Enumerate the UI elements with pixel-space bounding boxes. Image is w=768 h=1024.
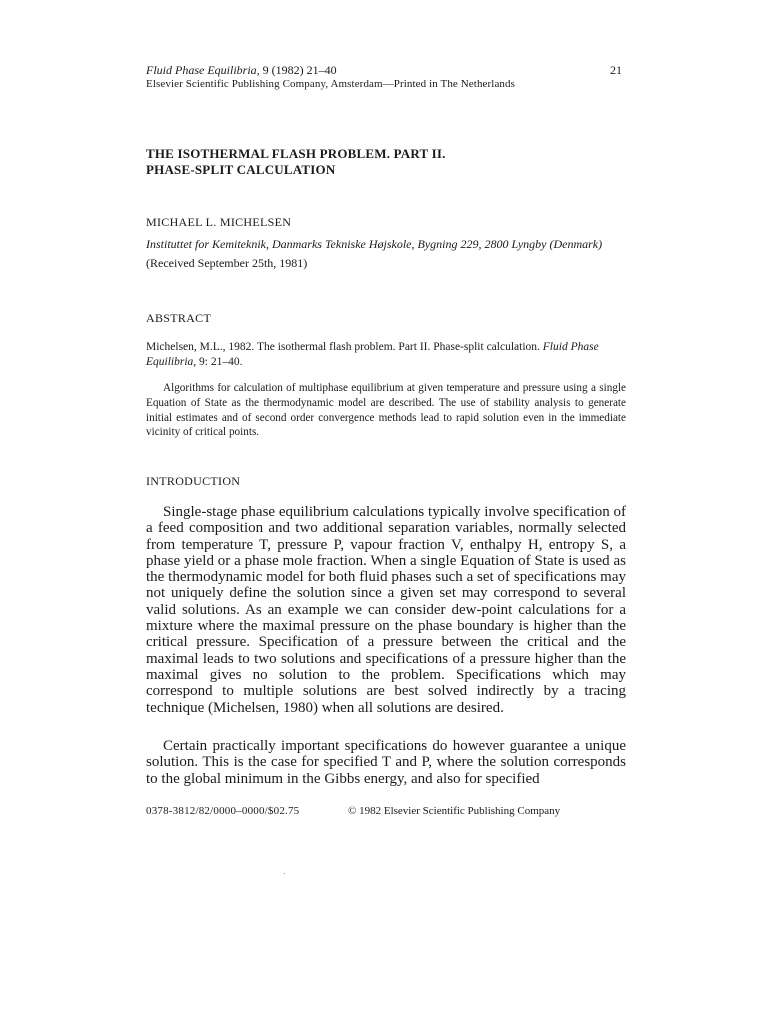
article-title bbox=[146, 146, 446, 178]
introduction-heading: INTRODUCTION bbox=[146, 474, 241, 488]
received-date: (Received September 25th, 1981) bbox=[146, 256, 308, 270]
publisher-line: Elsevier Scientific Publishing Company, Amsterdam—Printed in The Netherlands bbox=[146, 78, 516, 90]
abstract-heading: ABSTRACT bbox=[146, 311, 212, 325]
introduction-paragraph-1: Single-stage phase equilibrium calculations typically involve specification of a feed composition and two additional separation variables, normally selected from temperature T, pressure P, vapour fraction V, enthalpy H, entropy S, a phase yield or a phase mole fraction. When a single Equation of State is used as the thermodynamic model for both fluid phases such a set of specifications may not uniquely define the solution since a given set may correspond to several valid solutions. As an example we can consider dew-point calculations for a mixture where the maximal pressure on the phase boundary is higher than the critical pressure. Specification of a pressure between the critical and the maximal leads to two solutions and specifications of a pressure higher than the maximal gives no solution to the problem. Specifications which may correspond to multiple solutions are best solved indirectly by a tracing technique (Michelsen, 1980) when all solutions are desired. bbox=[146, 504, 626, 716]
journal-citation: 9 (1982) 21–40 bbox=[259, 63, 337, 77]
issn-price-code: 0378-3812/82/0000–0000/$02.75 bbox=[146, 805, 300, 817]
author-affiliation: Instituttet for Kemiteknik, Danmarks Tekniske Højskole, Bygning 229, 2800 Lyngby (Denmark) bbox=[146, 237, 603, 251]
citation-journal: Fluid Phase Equilibria, bbox=[146, 341, 599, 368]
author-name: MICHAEL L. MICHELSEN bbox=[146, 215, 292, 229]
citation-text: Michelsen, M.L., 1982. The isothermal flash problem. Part II. Phase-split calculation. bbox=[146, 341, 540, 353]
introduction-paragraph-2: Certain practically important specifications do however guarantee a unique solution. This is the case for specified T and P, where the solution corresponds to the global minimum in the Gibbs energy, and also for specified bbox=[146, 738, 626, 787]
abstract-citation bbox=[146, 340, 626, 370]
title-line-1: THE ISOTHERMAL FLASH PROBLEM. PART II. bbox=[146, 146, 446, 161]
page-number: 21 bbox=[610, 63, 622, 77]
scan-speck bbox=[284, 873, 285, 874]
title-line-2: PHASE-SPLIT CALCULATION bbox=[146, 162, 336, 177]
journal-header bbox=[146, 63, 337, 77]
copyright-notice: © 1982 Elsevier Scientific Publishing Company bbox=[348, 805, 561, 817]
citation-volume: 9: 21–40. bbox=[196, 356, 243, 368]
journal-title: Fluid Phase Equilibria, bbox=[146, 63, 260, 77]
abstract-text: Algorithms for calculation of multiphase equilibrium at given temperature and pressure using a single Equation of State as the thermodynamic model are described. The use of stability analysis to generate initial estimates and of second order convergence methods lead to rapid solution even in the immediate vicinity of critical points. bbox=[146, 382, 626, 439]
